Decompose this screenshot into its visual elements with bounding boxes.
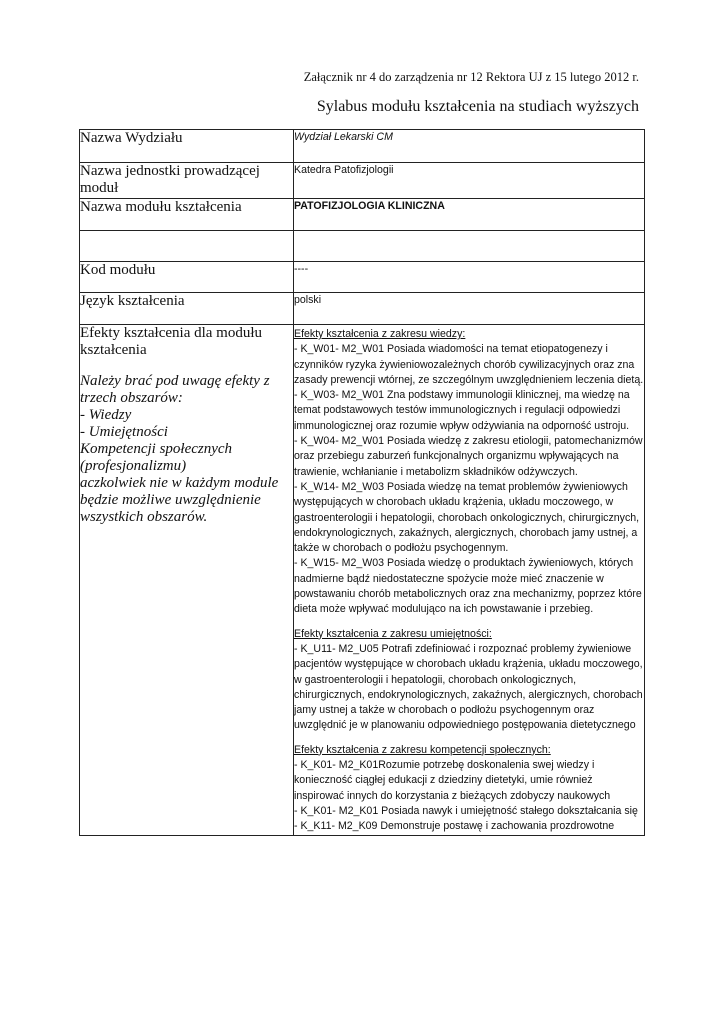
syllabus-title: Sylabus modułu kształcenia na studiach wyższych — [316, 98, 639, 115]
outcome-item: - K_U11- M2_U05 Potrafi zdefiniować i rozpoznać problemy żywieniowe pacjentów występujące w chorobach układu krążenia, układu moczowego, w gastroenterologii i hepatologii, chorobach onkologicznych, chirurgicznych, endokrynologicznych, zakaźnych, alergicznych, chorobach jamy ustnej a także w chorobach o podłożu psychogennym oraz uwzględnić je w planowaniu odpowiedniego postępowania dietetycznego — [294, 642, 643, 732]
learning-outcomes-label-cell — [80, 325, 294, 836]
section-title: Efekty kształcenia z zakresu kompetencji społecznych: — [294, 743, 551, 756]
note-line: Kompetencji społecznych (profesjonalizmu) — [80, 441, 233, 474]
outcome-item: - K_W03- M2_W01 Zna podstawy immunologii klinicznej, ma wiedzę na temat podstawowych testów immunologicznych i regulacji odpowiedzi immunologicznej oraz rozumie wpływ odżywiania na odporność ustroju. — [294, 389, 630, 432]
section-title: Efekty kształcenia z zakresu wiedzy: — [294, 328, 466, 340]
note-line: aczkolwiek nie w każdym module będzie możliwe uwzględnienie wszystkich obszarów. — [80, 475, 279, 525]
note-line: - Wiedzy — [80, 407, 132, 423]
note-line: Należy brać pod uwagę efekty z trzech obszarów: — [80, 373, 270, 406]
language-label: Język kształcenia — [80, 293, 294, 325]
unit-label: Nazwa jednostki prowadzącej moduł — [80, 163, 294, 199]
knowledge-section — [294, 327, 644, 618]
outcomes-note — [80, 373, 293, 526]
table-row — [80, 262, 645, 293]
attachment-note: Załącznik nr 4 do zarządzenia nr 12 Rektora UJ z 15 lutego 2012 r. — [303, 70, 639, 84]
faculty-label: Nazwa Wydziału — [80, 130, 294, 163]
skills-section — [294, 627, 644, 734]
table-row — [80, 163, 645, 199]
learning-outcomes-value-cell — [294, 325, 645, 836]
empty-label-cell — [80, 231, 294, 262]
outcome-item: - K_W04- M2_W01 Posiada wiedzę z zakresu etiologii, patomechanizmów oraz przebiegu zaburzeń funkcjonalnych organizmu wpływających na trawienie, wchłanianie i metabolizm składników odżywczych. — [294, 435, 643, 478]
unit-value: Katedra Patofizjologii — [294, 163, 645, 199]
outcome-item: - K_W15- M2_W03 Posiada wiedzę o produktach żywieniowych, których nadmierne bądź niedostateczne spożycie może mieć znaczenie w powstawaniu chorób metabolicznych oraz zna mechanizmy, poprzez które dieta może wpływać modulująco na ich powstawanie i przebieg. — [294, 557, 642, 616]
outcome-item: - K_K01- M2_K01 Posiada nawyk i umiejętność stałego dokształcania się — [294, 804, 638, 817]
module-code-value: ---- — [294, 262, 645, 293]
table-row — [80, 199, 645, 231]
outcome-item: - K_W01- M2_W01 Posiada wiadomości na temat etiopatogenezy i czynników ryzyka żywieniowozależnych chorób cywilizacyjnych oraz zna zasady prewencji wtórnej, ze szczególnym uwzględnieniem leczenia dietą. — [294, 343, 644, 386]
module-code-label: Kod modułu — [80, 262, 294, 293]
note-line: - Umiejętności — [80, 424, 168, 440]
module-name-value: PATOFIZJOLOGIA KLINICZNA — [294, 199, 645, 231]
learning-outcomes-label: Efekty kształcenia dla modułu kształcenia — [80, 325, 263, 358]
empty-value-cell — [294, 231, 645, 262]
syllabus-table — [79, 129, 645, 836]
table-row — [80, 293, 645, 325]
section-title: Efekty kształcenia z zakresu umiejętności: — [294, 627, 492, 640]
table-row — [80, 130, 645, 163]
language-value: polski — [294, 293, 645, 325]
outcome-item: - K_K01- M2_K01Rozumie potrzebę doskonalenia swej wiedzy i konieczność ciągłej edukacji z dziedziny dietetyki, umie również inspirować innych do korzystania z bieżących zdobyczy naukowych — [294, 759, 611, 802]
outcome-item: - K_W14- M2_W03 Posiada wiedzę na temat problemów żywieniowych występujących w chorobach układu krążenia, układu moczowego, w gastroenterologii i hepatologii, chorobach onkologicznych, chirurgicznych, endokrynologicznych, zakaźnych, alergicznych, chorobach jamy ustnej, a także w chorobach o podłożu psychogennym. — [294, 480, 640, 555]
social-competences-section — [294, 743, 644, 835]
faculty-value: Wydział Lekarski CM — [294, 130, 645, 163]
outcome-item: - K_K11- M2_K09 Demonstruje postawę i zachowania prozdrowotne — [294, 820, 615, 833]
module-name-label: Nazwa modułu kształcenia — [80, 199, 294, 231]
table-row — [80, 231, 645, 262]
table-row — [80, 325, 645, 836]
